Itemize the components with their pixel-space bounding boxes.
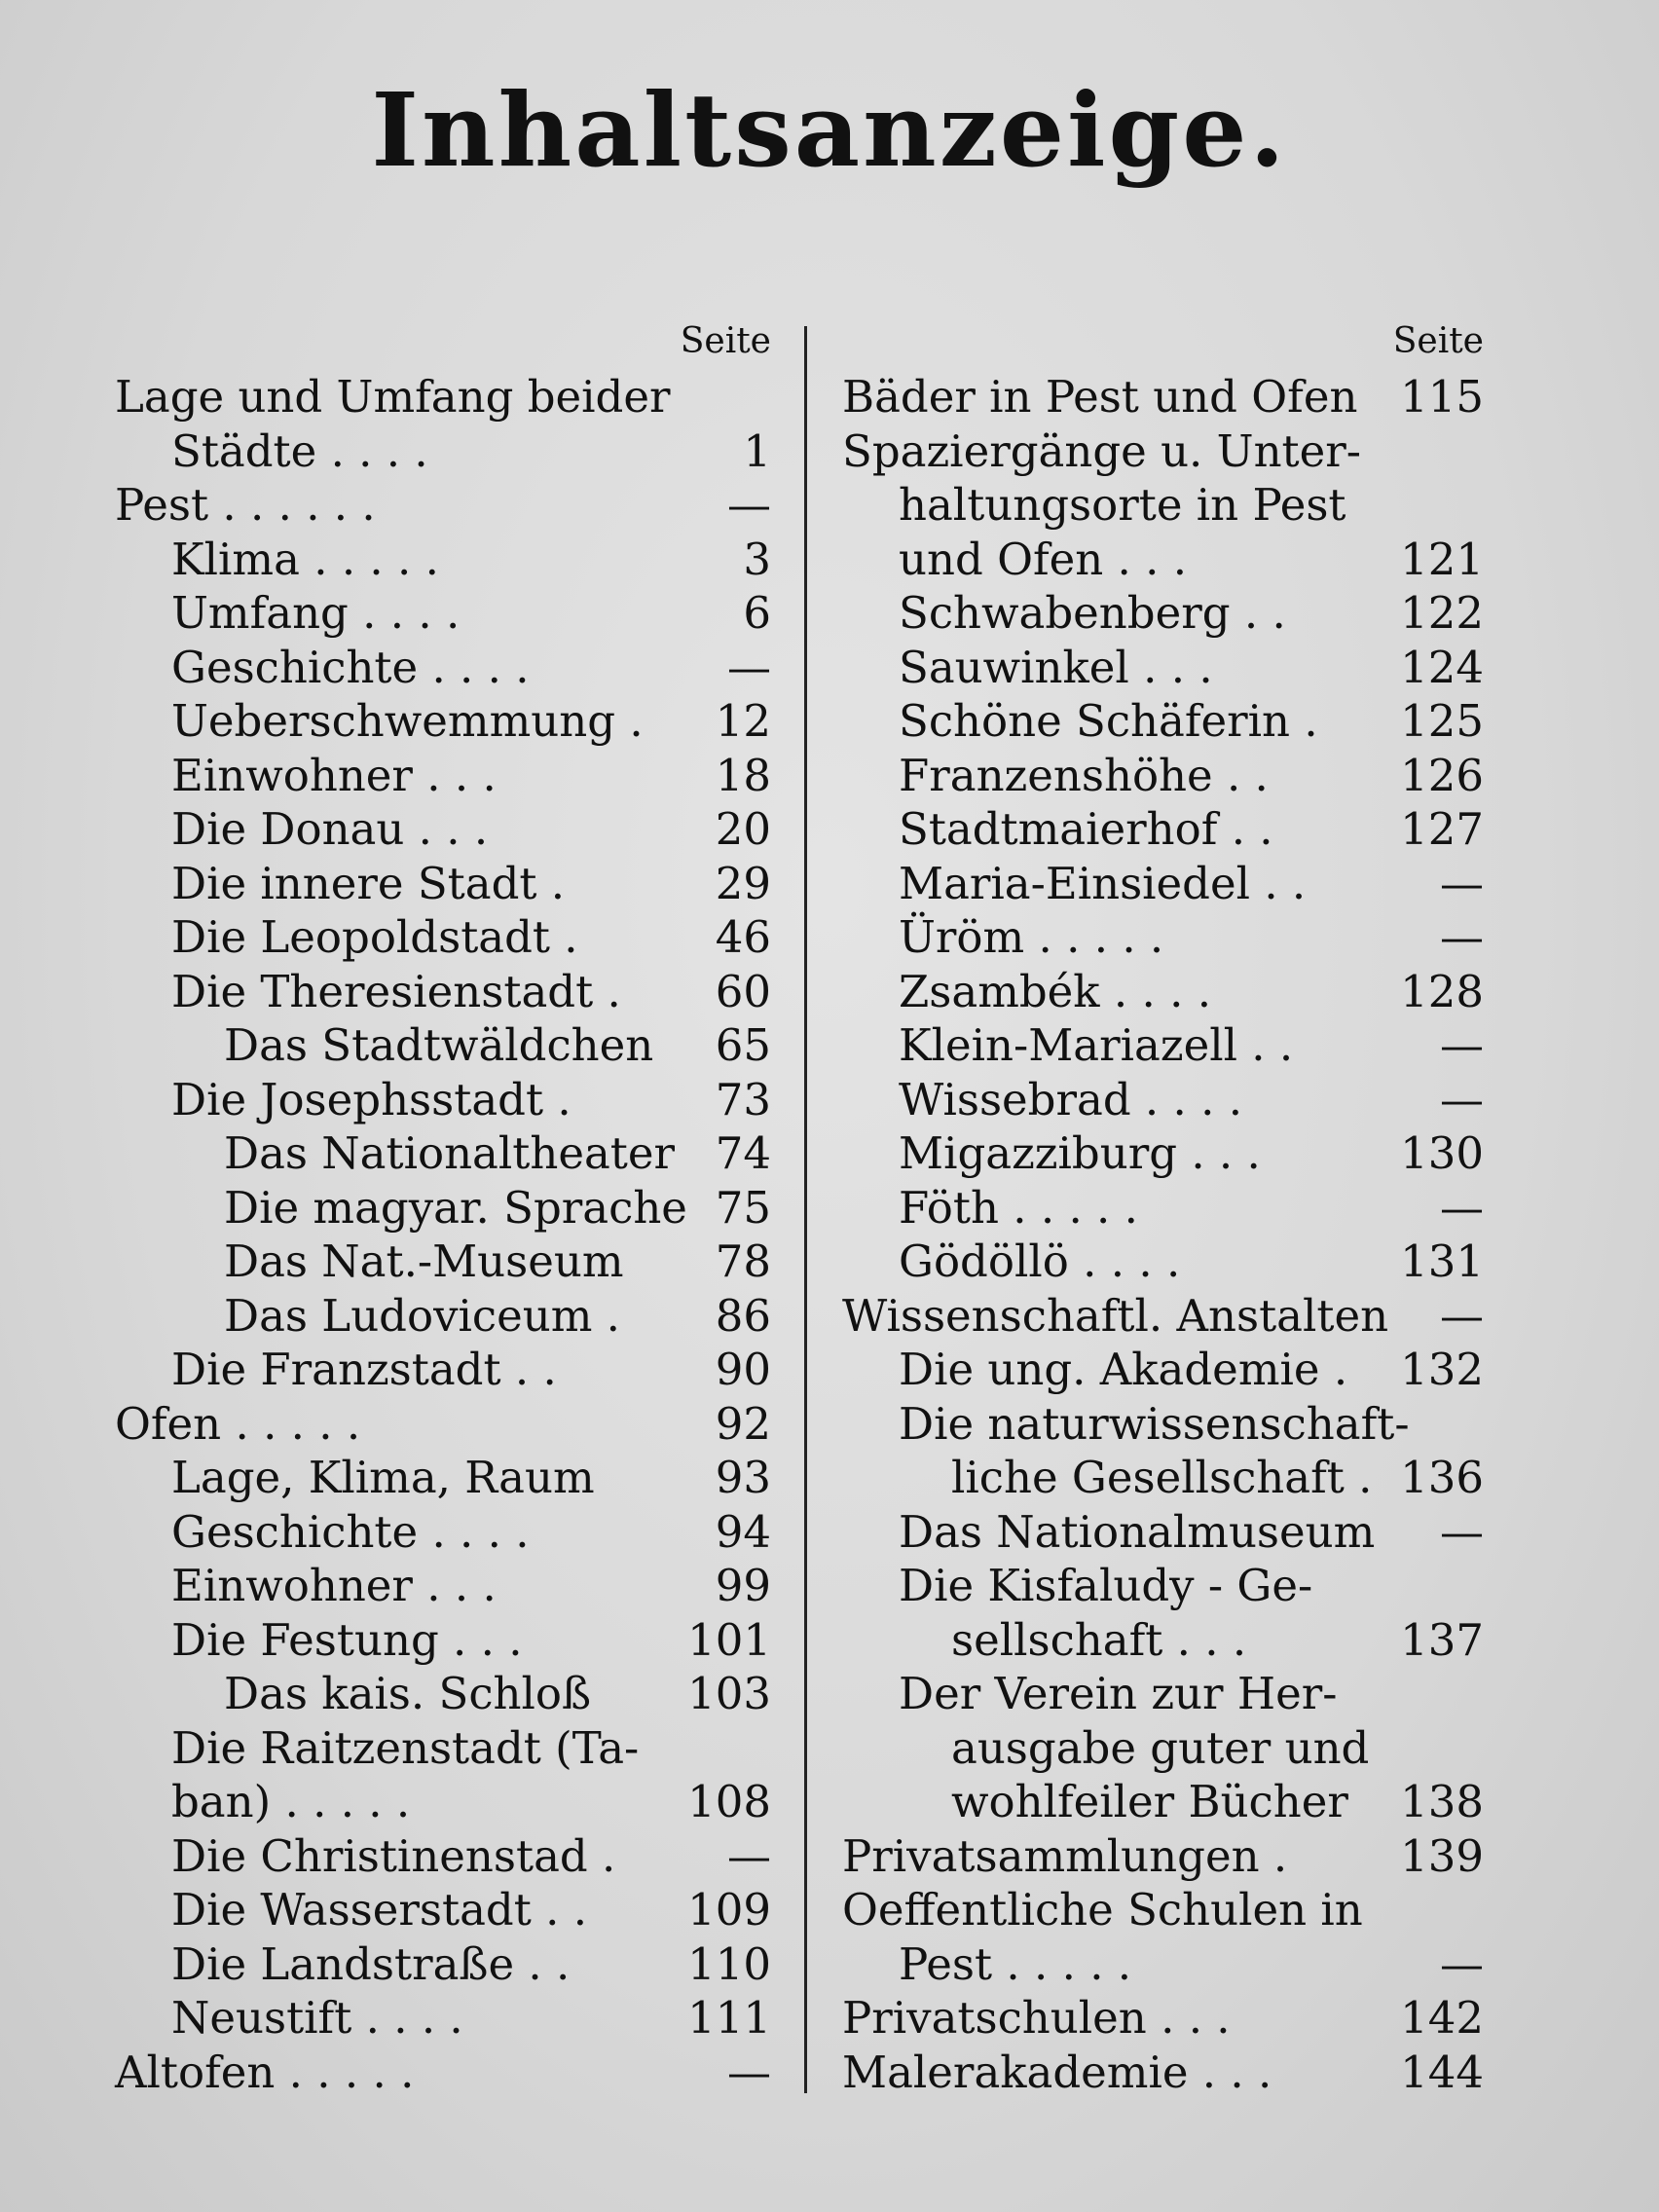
toc-entry-label: Malerakademie . . . (842, 2046, 1272, 2098)
toc-entry-label: Die magyar. Sprache (224, 1181, 687, 1234)
toc-entry-label: Das kais. Schloß (224, 1668, 592, 1719)
toc-entry-label: Der Verein zur Her- (899, 1668, 1338, 1719)
toc-entry-label: wohlfeiler Bücher (951, 1776, 1348, 1827)
toc-entry (842, 1018, 1490, 1073)
toc-entry-label: Die Kisfaludy - Ge- (899, 1560, 1313, 1611)
toc-entry-label: sellschaft . . . (951, 1613, 1247, 1666)
toc-entry (842, 1289, 1490, 1344)
toc-entry-label: Privatschulen . . . (842, 1992, 1231, 2044)
toc-entry (842, 1451, 1490, 1505)
toc-entry-page-number: 122 (1400, 587, 1484, 639)
toc-entry (842, 1937, 1490, 1992)
toc-entry-label: Einwohner . . . (171, 1560, 497, 1611)
toc-entry-label: Schwabenberg . . (899, 587, 1286, 639)
toc-entry-page-number: 144 (1400, 2046, 1484, 2098)
toc-entry-label: Stadtmaierhof . . (899, 803, 1273, 855)
toc-entry (842, 1991, 1490, 2046)
toc-entry-label: Ueberschwemmung . (171, 695, 644, 747)
toc-entry (115, 1073, 777, 1127)
toc-entry (842, 694, 1490, 749)
toc-entry-page-number: 124 (1400, 641, 1484, 693)
toc-entry-page-number: 29 (715, 857, 771, 909)
toc-entry (115, 910, 777, 965)
toc-entry-label: Klein-Mariazell . . (899, 1019, 1294, 1071)
toc-entry (842, 1397, 1490, 1452)
toc-entry-page-number: 115 (1400, 371, 1484, 423)
toc-entry (115, 1018, 777, 1073)
toc-list-right (842, 370, 1490, 2099)
toc-entry-label: und Ofen . . . (899, 533, 1188, 585)
toc-entry-page-number: 3 (743, 533, 771, 585)
toc-entry-page-number: 74 (715, 1127, 771, 1179)
toc-list-left (115, 370, 777, 2099)
toc-entry-page-number: 138 (1400, 1776, 1484, 1827)
toc-entry-label: Die innere Stadt . (171, 857, 566, 909)
toc-entry-label: liche Gesellschaft . (951, 1452, 1373, 1503)
toc-entry (115, 424, 777, 479)
toc-entry-page-number: — (1440, 1505, 1484, 1558)
toc-entry (115, 1181, 777, 1235)
toc-entry-label: Spaziergänge u. Unter- (842, 424, 1361, 477)
toc-entry (842, 857, 1490, 911)
toc-entry (115, 1126, 777, 1181)
page-title: Inhaltsanzeige. (371, 70, 1288, 190)
toc-entry (115, 478, 777, 533)
toc-entry-page-number: 137 (1400, 1613, 1484, 1666)
toc-entry-page-number: 121 (1400, 533, 1484, 585)
toc-entry-label: Die naturwissenschaft- (899, 1397, 1410, 1450)
toc-entry (842, 1181, 1490, 1235)
toc-entry-page-number: — (1440, 857, 1484, 909)
toc-entry-label: Die Christinenstad . (171, 1829, 616, 1882)
toc-entry-page-number: 99 (715, 1560, 771, 1611)
toc-entry-label: Einwohner . . . (171, 749, 497, 801)
toc-entry-label: Franzenshöhe . . (899, 749, 1269, 801)
toc-entry-label: Pest . . . . . . (115, 479, 376, 531)
toc-entry (115, 1829, 777, 1884)
toc-entry (115, 802, 777, 857)
toc-entry (115, 1721, 777, 1776)
toc-entry-label: Das Nationaltheater (224, 1127, 676, 1179)
toc-entry-label: Sauwinkel . . . (899, 641, 1213, 693)
toc-entry-label: Die Theresienstadt . (171, 965, 621, 1017)
toc-entry-page-number: — (727, 641, 771, 693)
toc-entry-page-number: — (727, 1829, 771, 1882)
toc-entry (115, 1613, 777, 1668)
toc-entry (115, 586, 777, 641)
toc-entry (842, 1126, 1490, 1181)
toc-entry-label: Die Leopoldstadt . (171, 911, 578, 963)
toc-entry-label: ausgabe guter und (951, 1721, 1370, 1774)
toc-entry (842, 370, 1490, 424)
toc-entry-page-number: 128 (1400, 965, 1484, 1017)
toc-entry (115, 857, 777, 911)
toc-entry (842, 586, 1490, 641)
toc-entry (115, 1343, 777, 1397)
toc-entry-page-number: 130 (1400, 1127, 1484, 1179)
toc-entry-page-number: 86 (715, 1289, 771, 1342)
toc-entry-label: Gödöllö . . . . (899, 1235, 1181, 1287)
toc-entry-page-number: 60 (715, 965, 771, 1017)
toc-entry-label: Pest . . . . . (899, 1937, 1132, 1990)
toc-entry-page-number: 126 (1400, 749, 1484, 801)
toc-entry (842, 1343, 1490, 1397)
toc-entry-label: Oeffentliche Schulen in (842, 1884, 1363, 1936)
toc-entry-page-number: 92 (715, 1397, 771, 1450)
toc-entry-page-number: 111 (687, 1992, 771, 2044)
toc-entry-label: Die Landstraße . . (171, 1937, 571, 1990)
toc-entry-label: Wissebrad . . . . (899, 1073, 1243, 1125)
toc-entry-label: Üröm . . . . . (899, 911, 1164, 963)
toc-entry (842, 1775, 1490, 1829)
toc-entry (842, 802, 1490, 857)
toc-entry (842, 910, 1490, 965)
toc-entry (115, 1559, 777, 1613)
toc-entry-page-number: 1 (743, 424, 771, 477)
toc-entry-label: Umfang . . . . (171, 587, 461, 639)
toc-entry-page-number: 110 (687, 1937, 771, 1990)
toc-entry (842, 1613, 1490, 1668)
toc-entry-page-number: 46 (715, 911, 771, 963)
toc-entry (115, 1505, 777, 1560)
seite-header-left: Seite (680, 321, 771, 361)
toc-entry-page-number: 131 (1400, 1235, 1484, 1287)
toc-entry (115, 533, 777, 587)
toc-column-right (842, 321, 1490, 2099)
toc-entry-page-number: 94 (715, 1505, 771, 1558)
toc-entry-label: Städte . . . . (171, 424, 428, 477)
toc-entry-page-number: — (727, 479, 771, 531)
toc-entry (842, 641, 1490, 695)
toc-entry (842, 1667, 1490, 1721)
toc-entry (842, 1829, 1490, 1884)
toc-entry-page-number: 132 (1400, 1344, 1484, 1395)
toc-entry-page-number: 18 (715, 749, 771, 801)
seite-header-right: Seite (1392, 321, 1484, 361)
toc-entry-page-number: 20 (715, 803, 771, 855)
toc-entry (115, 1775, 777, 1829)
toc-entry-label: Geschichte . . . . (171, 641, 530, 693)
toc-entry-page-number: 12 (715, 695, 771, 747)
toc-entry-page-number: 6 (743, 587, 771, 639)
toc-entry-page-number: — (1440, 1019, 1484, 1071)
toc-entry (115, 1397, 777, 1452)
toc-entry (115, 749, 777, 803)
toc-entry (115, 1937, 777, 1992)
toc-entry-label: Die Josephsstadt . (171, 1073, 571, 1125)
toc-entry-page-number: — (1440, 1937, 1484, 1990)
toc-entry-page-number: 90 (715, 1344, 771, 1395)
toc-entry-label: Lage, Klima, Raum (171, 1452, 595, 1503)
toc-entry-label: Die Donau . . . (171, 803, 489, 855)
toc-entry-label: Migazziburg . . . (899, 1127, 1261, 1179)
toc-entry (115, 641, 777, 695)
toc-entry-page-number: — (1440, 1289, 1484, 1342)
toc-entry-label: Zsambék . . . . (899, 965, 1211, 1017)
toc-entry-page-number: — (1440, 911, 1484, 963)
toc-entry (842, 749, 1490, 803)
toc-entry (115, 1883, 777, 1937)
toc-entry-page-number: 139 (1400, 1829, 1484, 1882)
toc-entry-label: Das Nat.-Museum (224, 1235, 624, 1287)
toc-entry (842, 1073, 1490, 1127)
toc-entry (115, 965, 777, 1019)
toc-entry-label: Die ung. Akademie . (899, 1344, 1348, 1395)
toc-entry (842, 424, 1490, 479)
toc-entry-label: Bäder in Pest und Ofen (842, 371, 1358, 423)
toc-entry (842, 1721, 1490, 1776)
toc-entry (115, 694, 777, 749)
toc-column-left (115, 321, 777, 2099)
toc-entry-label: Das Stadtwäldchen (224, 1019, 654, 1071)
toc-entry-label: ban) . . . . . (171, 1776, 411, 1827)
toc-entry-label: Das Nationalmuseum (899, 1505, 1376, 1558)
toc-entry (842, 478, 1490, 533)
toc-entry (115, 1451, 777, 1505)
toc-entry (842, 1559, 1490, 1613)
toc-entry-page-number: 78 (715, 1235, 771, 1287)
toc-entry-page-number: 93 (715, 1452, 771, 1503)
toc-entry-label: Geschichte . . . . (171, 1505, 530, 1558)
toc-entry (115, 1667, 777, 1721)
toc-entry (842, 1883, 1490, 1937)
toc-entry (115, 2046, 777, 2100)
toc-entry-label: Schöne Schäferin . (899, 695, 1318, 747)
toc-entry (842, 533, 1490, 587)
column-divider (804, 326, 807, 2093)
toc-entry-label: Die Wasserstadt . . (171, 1884, 588, 1936)
toc-entry-label: Föth . . . . . (899, 1181, 1138, 1234)
toc-entry-label: Privatsammlungen . (842, 1829, 1288, 1882)
toc-entry-page-number: 142 (1400, 1992, 1484, 2044)
toc-entry-label: Altofen . . . . . (115, 2046, 415, 2098)
toc-entry-label: Die Festung . . . (171, 1613, 523, 1666)
toc-entry-label: Neustift . . . . (171, 1992, 463, 2044)
toc-entry-page-number: 103 (687, 1668, 771, 1719)
toc-entry-page-number: 101 (687, 1613, 771, 1666)
toc-entry-label: Ofen . . . . . (115, 1397, 361, 1450)
toc-entry-page-number: 73 (715, 1073, 771, 1125)
toc-entry-page-number: 75 (715, 1181, 771, 1234)
toc-entry (842, 1505, 1490, 1560)
toc-entry (842, 2046, 1490, 2100)
toc-entry-page-number: — (727, 2046, 771, 2098)
toc-entry (115, 1235, 777, 1289)
toc-entry-page-number: 136 (1400, 1452, 1484, 1503)
toc-entry-page-number: 125 (1400, 695, 1484, 747)
toc-entry (115, 1991, 777, 2046)
toc-entry-page-number: — (1440, 1073, 1484, 1125)
toc-entry (115, 1289, 777, 1344)
toc-entry (842, 1235, 1490, 1289)
toc-entry-label: Maria-Einsiedel . . (899, 857, 1307, 909)
toc-entry-label: Lage und Umfang beider (115, 371, 671, 423)
toc-entry-label: haltungsorte in Pest (899, 479, 1346, 531)
toc-entry-page-number: 127 (1400, 803, 1484, 855)
toc-entry-page-number: 109 (687, 1884, 771, 1936)
toc-entry-page-number: 108 (687, 1776, 771, 1827)
toc-entry-label: Klima . . . . . (171, 533, 439, 585)
toc-entry-page-number: 65 (715, 1019, 771, 1071)
toc-entry (115, 370, 777, 424)
toc-entry-label: Die Raitzenstadt (Ta- (171, 1721, 640, 1774)
toc-entry-page-number: — (1440, 1181, 1484, 1234)
toc-entry (842, 965, 1490, 1019)
toc-entry-label: Die Franzstadt . . (171, 1344, 557, 1395)
toc-entry-label: Wissenschaftl. Anstalten (842, 1289, 1389, 1342)
toc-entry-label: Das Ludoviceum . (224, 1289, 620, 1342)
